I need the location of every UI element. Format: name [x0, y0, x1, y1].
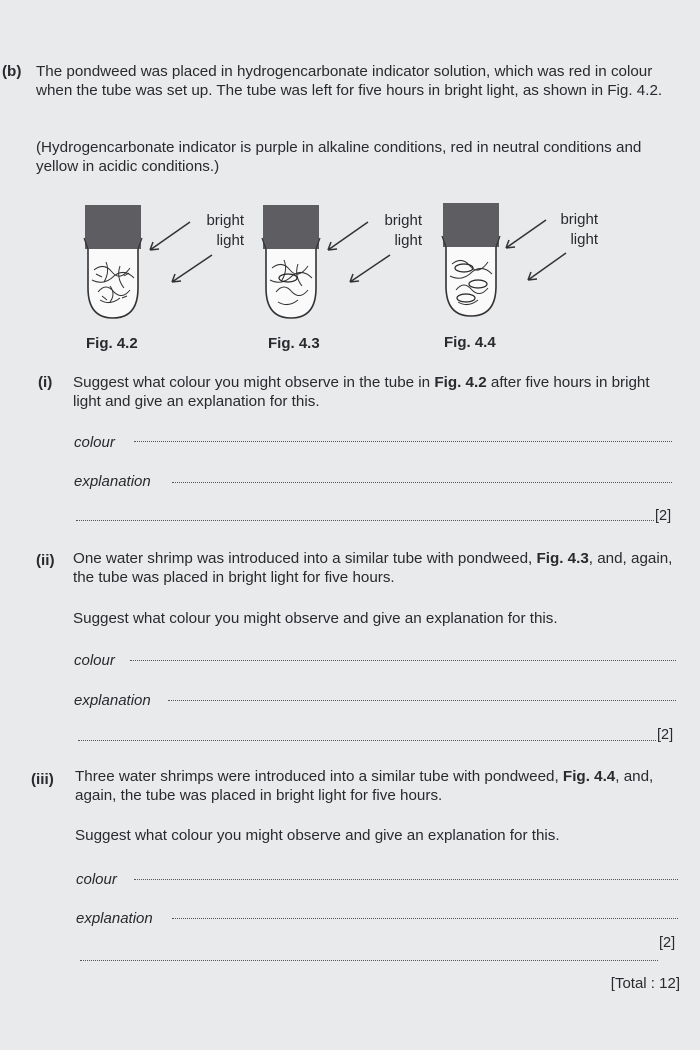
- question-suggest: Suggest what colour you might observe and give an explanation for this.: [73, 610, 558, 627]
- marks-label: [2]: [659, 935, 676, 951]
- question-suggest: Suggest what colour you might observe and give an explanation for this.: [75, 827, 560, 844]
- explanation-label: explanation: [74, 473, 151, 490]
- total-marks: [Total : 12]: [610, 975, 680, 992]
- colour-answer-line[interactable]: [130, 660, 676, 661]
- light-arrow-shape: [506, 220, 546, 248]
- explanation-answer-line[interactable]: [76, 520, 654, 521]
- light-label-line2: light: [570, 231, 598, 248]
- light-label-line1: bright: [384, 212, 422, 229]
- colour-label: colour: [74, 434, 115, 451]
- fig-caption: Fig. 4.3: [268, 335, 320, 352]
- part-label: (b): [2, 63, 22, 80]
- explanation-answer-line[interactable]: [80, 960, 658, 961]
- light-arrow-shape: [328, 222, 368, 250]
- question-text: Suggest what colour you might observe in the tube in Fig. 4.2 after five hours in bright light and give an explanation for this.: [73, 374, 650, 410]
- explanation-answer-line[interactable]: [168, 700, 676, 701]
- explanation-label: explanation: [74, 692, 151, 709]
- explanation-label: explanation: [76, 910, 153, 927]
- light-label-line2: light: [216, 232, 244, 249]
- stopper-shape: [85, 205, 141, 249]
- marks-label: [2]: [655, 508, 672, 524]
- indicator-note: (Hydrogencarbonate indicator is purple in alkaline conditions, red in neutral conditions and yellow in acidic conditions.): [36, 139, 642, 175]
- colour-label: colour: [74, 652, 115, 669]
- question-number: (i): [38, 374, 53, 391]
- test-tube-shape: [88, 249, 138, 318]
- question-text: One water shrimp was introduced into a similar tube with pondweed, Fig. 4.3, and, again, the tube was placed in bright light for five hours.: [73, 550, 673, 586]
- fig-caption: Fig. 4.4: [444, 334, 496, 351]
- explanation-answer-line[interactable]: [78, 740, 656, 741]
- marks-label: [2]: [657, 727, 674, 743]
- light-label-line1: bright: [560, 211, 598, 228]
- light-arrow-shape: [350, 255, 390, 282]
- question-number: (ii): [36, 552, 55, 569]
- explanation-answer-line[interactable]: [172, 918, 678, 919]
- intro-paragraph: The pondweed was placed in hydrogencarbonate indicator solution, which was red in colour when the tube was set up. The tube was left for five hours in bright light, as shown in Fig. 4.2.: [36, 63, 663, 99]
- fig-caption: Fig. 4.2: [86, 335, 138, 352]
- stopper-shape: [263, 205, 319, 249]
- test-tube-shape: [266, 249, 316, 318]
- question-number: (iii): [31, 771, 54, 788]
- explanation-answer-line[interactable]: [172, 482, 672, 483]
- light-arrow-shape: [150, 222, 190, 250]
- colour-answer-line[interactable]: [134, 441, 672, 442]
- light-label-line2: light: [394, 232, 422, 249]
- light-arrow-shape: [172, 255, 212, 282]
- colour-label: colour: [76, 871, 117, 888]
- colour-answer-line[interactable]: [134, 879, 678, 880]
- question-text: Three water shrimps were introduced into a similar tube with pondweed, Fig. 4.4, and, again, the tube was placed in bright light for five hours.: [75, 768, 654, 804]
- light-label-line1: bright: [206, 212, 244, 229]
- light-arrow-shape: [528, 253, 566, 280]
- stopper-shape: [443, 203, 499, 247]
